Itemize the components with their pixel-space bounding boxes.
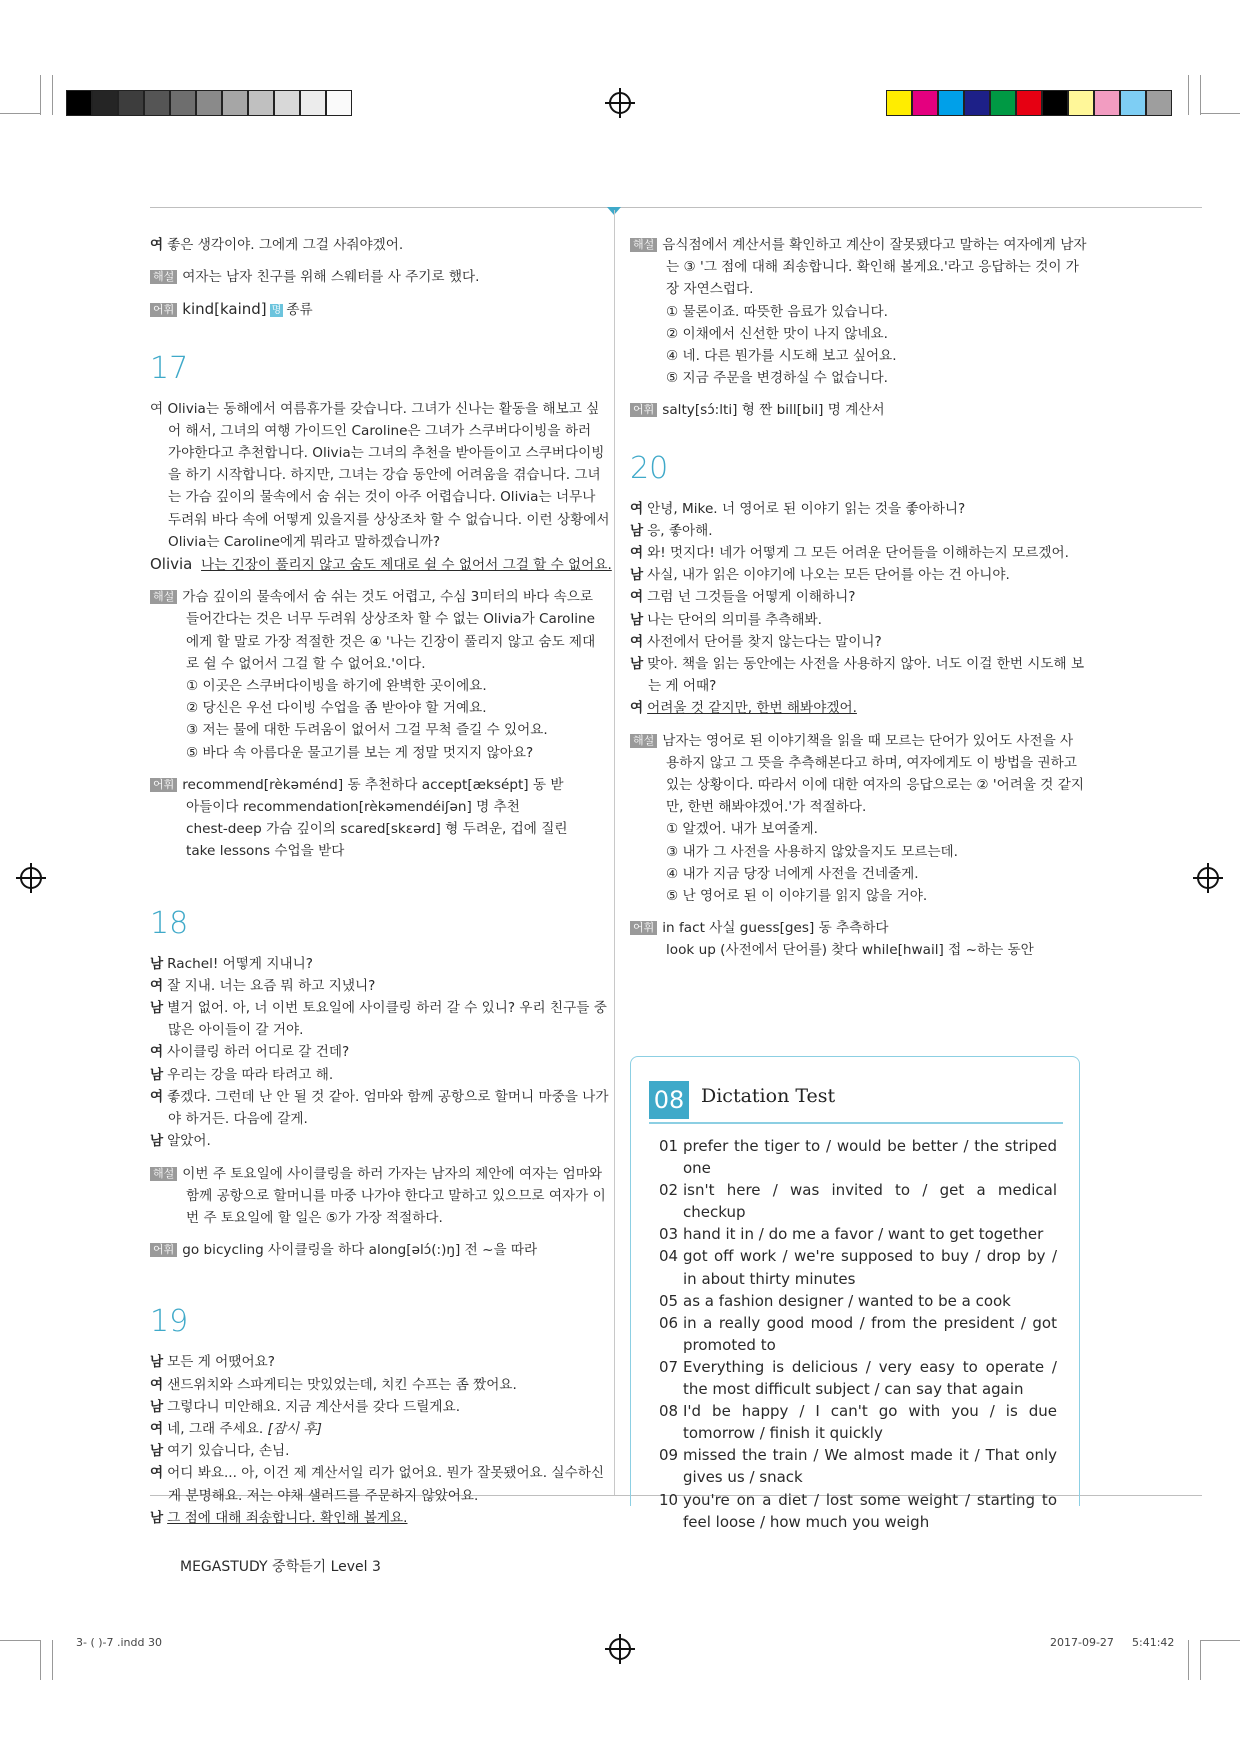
dialogue-line: 여 어려울 것 같지만, 한번 해봐야겠어. — [630, 700, 857, 717]
vocab-line: 아들이다 recommendation[rèkəmendéiʃən] 명 추천 — [186, 799, 520, 816]
dialogue-line: 남 그렇다니 미안해요. 지금 계산서를 갖다 드릴게요. — [150, 1398, 461, 1415]
dialogue-line: 남 별거 없어. 아, 너 이번 토요일에 사이클링 하러 갈 수 있니? 우리 친구들 중 — [150, 1000, 607, 1017]
explanation-line: 용하지 않고 그 뜻을 추측해본다고 하며, 여자에게도 이 방법을 권하고 — [666, 754, 1077, 771]
explanation-line: 는 ③ '그 점에 대해 죄송합니다. 확인해 볼게요.'라고 응답하는 것이 가 — [666, 259, 1079, 276]
dictation-title: Dictation Test — [701, 1085, 836, 1107]
vocab-line: 어휘 recommend[rèkəménd] 동 추천하다 accept[æksépt] 동 받 — [150, 774, 598, 796]
dialogue-line: 남 사실, 내가 읽은 이야기에 나오는 모든 단어를 아는 건 아니야. — [630, 567, 1010, 584]
dialogue-line: 남 맞아. 책을 읽는 동안에는 사전을 사용하지 않아. 너도 이걸 한번 시도해 보 — [630, 656, 1085, 673]
dialogue-line: 남 우리는 강을 따라 타려고 해. — [150, 1066, 334, 1083]
dictation-item: 05 as a fashion designer / wanted to be a cook — [659, 1291, 1011, 1310]
dialogue-line: 남 그 점에 대해 죄송합니다. 확인해 볼게요. — [150, 1509, 408, 1526]
registration-mark-right — [1197, 867, 1219, 889]
explanation-tag: 해설 — [150, 270, 177, 284]
vocab-line: 어휘 kind[kaind] 명 종류 — [150, 298, 598, 321]
dictation-item: 01 prefer the tiger to / would be better / the striped one — [659, 1137, 1057, 1178]
explanation-line: 해설 여자는 남자 친구를 위해 스웨터를 사 주기로 했다. — [150, 266, 598, 288]
vocab-tag: 어휘 — [150, 778, 177, 792]
dialogue-line: 남 나는 단어의 의미를 추측해봐. — [630, 611, 823, 628]
explanation-line: 장 자연스럽다. — [666, 281, 754, 298]
page-footer: MEGASTUDY 중학듣기 Level 3 — [180, 1559, 381, 1575]
dictation-list — [659, 1135, 1057, 1533]
dialogue-line: 여 사전에서 단어를 찾지 않는다는 말이니? — [630, 633, 882, 650]
answer-line: Olivia 나는 긴장이 풀리지 않고 숨도 제대로 쉴 수 없어서 그걸 할 수 없어요. — [150, 555, 612, 574]
dictation-item: 06 in a really good mood / from the president / got promoted to — [659, 1313, 1057, 1354]
column-divider — [614, 210, 615, 1495]
choice-line: ④ 네. 다른 뭔가를 시도해 보고 싶어요. — [666, 348, 897, 365]
choice-line: ① 알겠어. 내가 보여줄게. — [666, 821, 818, 838]
choice-line: ① 이곳은 스쿠버다이빙을 하기에 완벽한 곳이에요. — [186, 678, 487, 695]
question-number: 19 — [150, 1304, 189, 1340]
dictation-item: 10 you're on a diet / lost some weight / starting to feel loose / how much you weigh — [659, 1490, 1057, 1531]
registration-mark-top — [609, 92, 631, 114]
dictation-item: 04 got off work / we're supposed to buy / drop by / in about thirty minutes — [659, 1247, 1057, 1288]
script-line: 어 해서, 그녀의 여행 가이드인 Caroline은 그녀가 스쿠버다이빙을 하러 — [168, 422, 592, 439]
dictation-item: 02 isn't here / was invited to / get a medical checkup — [659, 1181, 1057, 1222]
dialogue-line: 여 네, 그래 주세요. [잠시 후] — [150, 1420, 322, 1437]
dialogue-line: 여 와! 멋지다! 네가 어떻게 그 모든 어려운 단어들을 이해하는지 모르겠어. — [630, 545, 1069, 562]
dialogue-line: 남 Rachel! 어떻게 지내니? — [150, 955, 313, 972]
choice-line: ④ 내가 지금 당장 너에게 사전을 건네줄게. — [666, 865, 919, 882]
choice-line: ② 이채에서 신선한 맛이 나지 않네요. — [666, 325, 888, 342]
slug-filename: 3- ( )-7 .indd 30 — [76, 1636, 162, 1649]
explanation-line: 있는 상황이다. 따라서 이에 대한 여자의 응답으로는 ② '어려울 것 같지 — [666, 777, 1085, 794]
choice-line: ③ 내가 그 사전을 사용하지 않았을지도 모르는데. — [666, 843, 958, 860]
vocab-line: chest-deep 가슴 깊이의 scared[skɛərd] 형 두려운, 겁에 질린 — [186, 821, 568, 838]
dialogue-line: 남 모든 게 어땠어요? — [150, 1354, 275, 1371]
dialogue-line: 여 안녕, Mike. 너 영어로 된 이야기 읽는 것을 좋아하니? — [630, 500, 966, 517]
explanation-line: 만, 한번 해봐야겠어.'가 적절하다. — [666, 799, 867, 816]
vocab-line: take lessons 수업을 받다 — [186, 843, 345, 860]
choice-line: ② 당신은 우선 다이빙 수업을 좀 받아야 할 거예요. — [186, 700, 487, 717]
explanation-line: 에게 할 말로 가장 적절한 것은 ④ '나는 긴장이 풀리지 않고 숨도 제대 — [186, 633, 596, 650]
question-number: 17 — [150, 350, 189, 386]
script-line: 을 하기 시작합니다. 하지만, 그녀는 강습 동안에 어려움을 겪습니다. 그녀 — [168, 467, 601, 484]
dialogue-line: 많은 아이들이 갈 거야. — [168, 1022, 304, 1039]
vocab-line: 어휘 in fact 사실 guess[ges] 동 추측하다 — [630, 917, 1080, 939]
dialogue-line: 야 하거든. 다음에 갈게. — [168, 1111, 308, 1128]
explanation-line: 해설 남자는 영어로 된 이야기책을 읽을 때 모르는 단어가 있어도 사전을 사 — [630, 730, 1080, 752]
dialogue-line: 남 알았어. — [150, 1133, 211, 1150]
script-line: 여 Olivia는 동해에서 여름휴가를 갖습니다. 그녀가 신나는 활동을 해보고 싶 — [150, 400, 600, 417]
vocab-tag: 어휘 — [150, 303, 177, 317]
dialogue-line: 남 응, 좋아해. — [630, 522, 713, 539]
dialogue-line: 여 샌드위치와 스파게티는 맛있었는데, 치킨 수프는 좀 짰어요. — [150, 1376, 517, 1393]
script-line: 가야한다고 추천합니다. Olivia는 그녀의 추천을 받아들이고 스쿠버다이빙 — [168, 445, 605, 462]
script-line: Olivia는 Caroline에게 뭐라고 말하겠습니까? — [168, 533, 441, 550]
dictation-badge: 08 — [649, 1081, 689, 1119]
dialogue-line: 게 분명해요. 저는 야채 샐러드를 주문하지 않았어요. — [168, 1487, 479, 1504]
dictation-item: 07 Everything is delicious / very easy to operate / the most difficult subject / can say that again — [659, 1357, 1057, 1399]
registration-mark-left — [20, 867, 42, 889]
explanation-line: 들어간다는 것은 너무 두려워 상상조차 할 수 없는 Olivia가 Caroline — [186, 611, 596, 628]
explanation-line: 함께 공항으로 할머니를 마중 나가야 한다고 말하고 있으므로 여자가 이 — [186, 1187, 606, 1204]
dialogue-line: 남 여기 있습니다, 손님. — [150, 1443, 290, 1460]
explanation-tag: 해설 — [630, 238, 657, 252]
registration-mark-bottom — [609, 1638, 631, 1660]
explanation-line: 해설 이번 주 토요일에 사이클링을 하러 가자는 남자의 제안에 여자는 엄마와 — [150, 1163, 598, 1185]
explanation-line: 해설 가슴 깊이의 물속에서 숨 쉬는 것도 어렵고, 수심 3미터의 바다 속으로 — [150, 586, 598, 608]
vocab-line: look up (사전에서 단어를) 찾다 while[hwail] 접 ~하는 동안 — [666, 942, 1034, 959]
dialogue-line: 여 좋은 생각이야. 그에게 그걸 사줘야겠어. — [150, 237, 404, 253]
question-number: 20 — [630, 450, 669, 486]
top-rule — [150, 207, 1202, 208]
dialogue-line: 여 어디 봐요... 아, 이건 제 계산서일 리가 없어요. 뭔가 잘못됐어요. 실수하신 — [150, 1465, 604, 1482]
explanation-tag: 해설 — [150, 590, 177, 604]
choice-line: ⑤ 지금 주문을 변경하실 수 없습니다. — [666, 370, 888, 387]
dictation-box — [630, 1056, 1080, 1531]
choice-line: ③ 저는 물에 대한 두려움이 없어서 그걸 무척 즐길 수 있어요. — [186, 722, 548, 739]
explanation-line: 번 주 토요일에 할 일은 ⑤가 가장 적절하다. — [186, 1209, 443, 1226]
dialogue-line: 여 잘 지내. 너는 요즘 뭐 하고 지냈니? — [150, 977, 376, 994]
vocab-tag: 어휘 — [150, 1243, 177, 1257]
dictation-item: 09 missed the train / We almost made it / That only gives us / snack — [659, 1446, 1057, 1487]
vocab-tag: 어휘 — [630, 921, 657, 935]
explanation-tag: 해설 — [630, 734, 657, 748]
script-line: 두려워 바다 속에 어떻게 있을지를 상상조차 할 수 없습니다. 이런 상황에서 — [168, 511, 610, 528]
explanation-line: 로 쉴 수 없어서 그걸 할 수 없어요.'이다. — [186, 655, 426, 672]
vocab-line: 어휘 go bicycling 사이클링을 하다 along[əlɔ́(:)ŋ] 전 ~을 따라 — [150, 1239, 598, 1261]
dictation-item: 03 hand it in / do me a favor / want to get together — [659, 1225, 1044, 1244]
slug-date: 2017-09-27 — [1050, 1636, 1114, 1649]
dictation-rule — [649, 1122, 1063, 1124]
question-number: 18 — [150, 905, 189, 941]
right-column — [630, 234, 1087, 962]
dialogue-line: 여 그럼 넌 그것들을 어떻게 이해하니? — [630, 589, 856, 606]
explanation-line: 해설 음식점에서 계산서를 확인하고 계산이 잘못됐다고 말하는 여자에게 남자 — [630, 234, 1080, 256]
vocab-line: 어휘 salty[sɔ́:lti] 형 짠 bill[bil] 명 계산서 — [630, 399, 1080, 421]
dialogue-line: 여 사이클링 하러 어디로 갈 건데? — [150, 1044, 350, 1061]
left-column — [150, 234, 612, 1529]
choice-line: ⑤ 난 영어로 된 이 이야기를 읽지 않을 거야. — [666, 888, 928, 905]
slug-time: 5:41:42 — [1132, 1636, 1175, 1649]
dialogue-line: 는 게 어때? — [648, 678, 717, 695]
dialogue-line: 여 좋겠다. 그런데 난 안 될 것 같아. 엄마와 함께 공항으로 할머니 마중을 나가 — [150, 1088, 609, 1105]
explanation-tag: 해설 — [150, 1167, 177, 1181]
choice-line: ① 물론이죠. 따뜻한 음료가 있습니다. — [666, 303, 888, 320]
vocab-tag: 어휘 — [630, 403, 657, 417]
script-line: 는 가슴 깊이의 물속에서 숨 쉬는 것이 아주 어렵습니다. Olivia는 너무나 — [168, 489, 596, 506]
dictation-item: 08 I'd be happy / I can't go with you / is due tomorrow / finish it quickly — [659, 1402, 1057, 1443]
choice-line: ⑤ 바다 속 아름다운 물고기를 보는 게 정말 멋지지 않아요? — [186, 744, 534, 761]
